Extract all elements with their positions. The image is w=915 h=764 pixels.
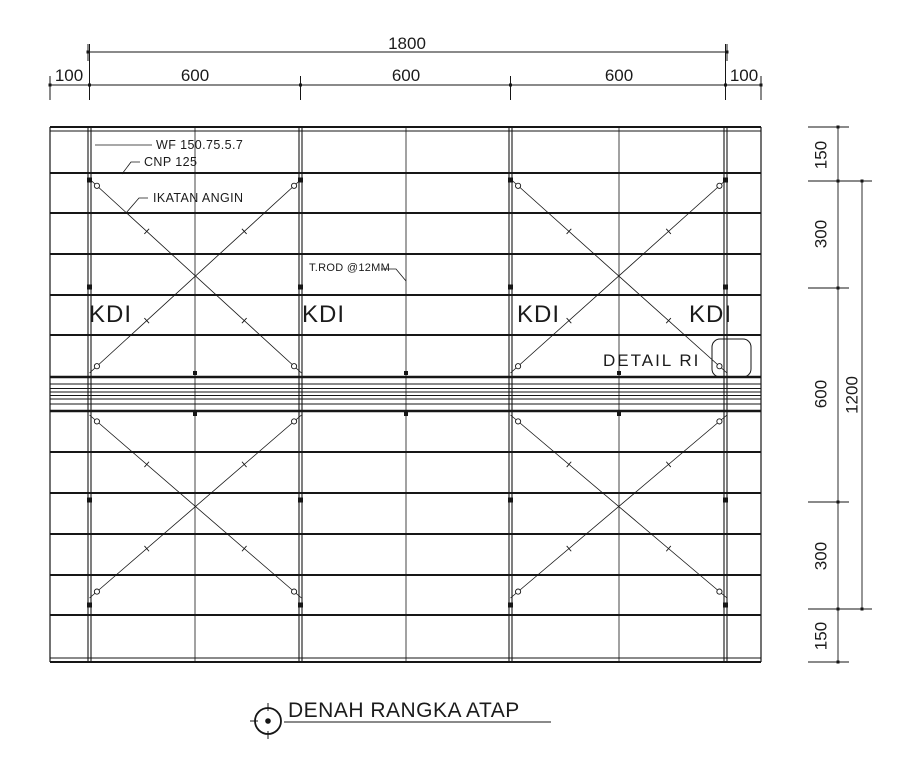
tie-rod-node-marker <box>404 412 408 416</box>
dim-dot <box>49 84 52 87</box>
dim-right-0: 150 <box>811 140 831 170</box>
dim-right-3: 300 <box>811 541 831 571</box>
detail-callout-box <box>712 339 751 377</box>
dim-dot <box>837 287 840 290</box>
brace-end-marker <box>515 589 520 594</box>
tie-rod-node-marker <box>617 412 621 416</box>
truss-mark-kdi-3: KDI <box>517 301 561 328</box>
brace-tick <box>567 546 572 551</box>
tie-rod-node-marker <box>193 412 197 416</box>
dim-top-3: 600 <box>604 66 634 85</box>
truss-mark-kdi-2: KDI <box>302 301 346 328</box>
truss-node-marker <box>508 498 513 503</box>
brace-end-marker <box>515 183 520 188</box>
truss-node-marker <box>723 603 728 608</box>
datum-circle-dot <box>265 718 271 724</box>
dim-top-overall: 1800 <box>388 34 426 53</box>
dim-right-4: 150 <box>811 621 831 651</box>
dim-top-2: 600 <box>391 66 421 85</box>
dim-dot <box>760 84 763 87</box>
dim-dot <box>861 608 864 611</box>
truss-node-marker <box>87 285 92 290</box>
brace-end-marker <box>515 364 520 369</box>
brace-end-marker <box>717 183 722 188</box>
truss-node-marker <box>723 178 728 183</box>
dim-dot <box>724 84 727 87</box>
truss-mark-kdi-1: KDI <box>89 301 133 328</box>
truss-node-marker <box>723 498 728 503</box>
dim-top-4: 100 <box>729 66 759 85</box>
brace-end-marker <box>717 419 722 424</box>
truss-node-marker <box>87 498 92 503</box>
truss-node-marker <box>508 285 513 290</box>
brace-end-marker <box>515 419 520 424</box>
dim-right-1: 300 <box>811 219 831 249</box>
truss-node-marker <box>298 498 303 503</box>
brace-end-marker <box>94 419 99 424</box>
brace-end-marker <box>94 183 99 188</box>
truss-node-marker <box>508 178 513 183</box>
brace-end-marker <box>717 364 722 369</box>
cnp-purlin-label: CNP 125 <box>144 155 198 169</box>
dim-dot <box>837 501 840 504</box>
tie-rod-node-marker <box>404 371 408 375</box>
brace-tick <box>567 462 572 467</box>
dim-dot <box>88 84 91 87</box>
wind-bracing-label: IKATAN ANGIN <box>153 191 244 205</box>
dim-top-0: 100 <box>54 66 84 85</box>
dim-dot <box>837 126 840 129</box>
truss-node-marker <box>298 285 303 290</box>
tie-rod-node-marker <box>617 371 621 375</box>
brace-end-marker <box>94 589 99 594</box>
brace-tick <box>666 462 671 467</box>
brace-end-marker <box>717 589 722 594</box>
dim-right-2: 600 <box>811 379 831 409</box>
drawing-title: DENAH RANGKA ATAP <box>288 699 520 722</box>
brace-tick <box>666 546 671 551</box>
dim-dot <box>861 180 864 183</box>
brace-end-marker <box>291 419 296 424</box>
brace-end-marker <box>291 364 296 369</box>
brace-end-marker <box>94 364 99 369</box>
dim-dot <box>299 84 302 87</box>
truss-node-marker <box>87 603 92 608</box>
truss-mark-kdi-4: KDI <box>689 301 733 328</box>
leader-line <box>126 198 148 213</box>
truss-node-marker <box>298 178 303 183</box>
truss-node-marker <box>298 603 303 608</box>
dim-dot <box>837 661 840 664</box>
dim-dot <box>837 608 840 611</box>
truss-node-marker <box>87 178 92 183</box>
dim-dot <box>837 180 840 183</box>
wf-beam-label: WF 150.75.5.7 <box>156 138 244 152</box>
brace-end-marker <box>291 589 296 594</box>
detail-callout-label: DETAIL RI <box>603 351 701 370</box>
tie-rod-label: T.ROD @12MM <box>309 262 391 274</box>
dim-dot <box>509 84 512 87</box>
dim-top-1: 600 <box>180 66 210 85</box>
truss-node-marker <box>508 603 513 608</box>
truss-node-marker <box>723 285 728 290</box>
dim-right-overall: 1200 <box>842 376 862 414</box>
tie-rod-node-marker <box>193 371 197 375</box>
brace-end-marker <box>291 183 296 188</box>
